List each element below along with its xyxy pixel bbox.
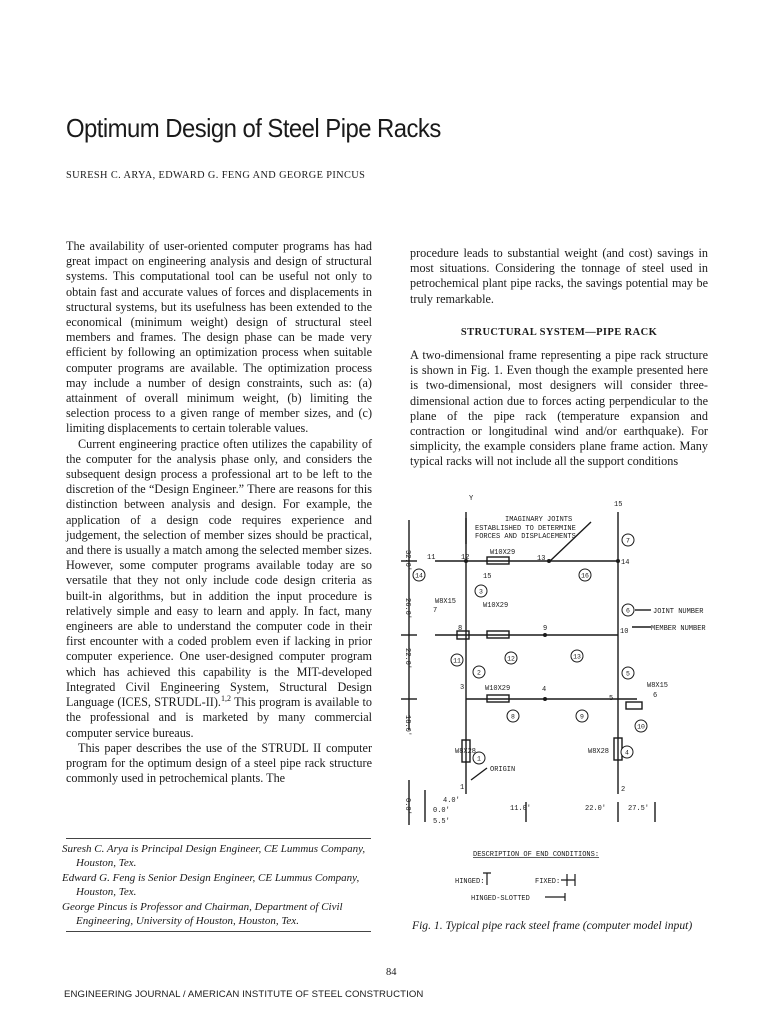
footnote-divider-top [66,838,371,839]
member-9-num: 9 [580,713,584,721]
dim-27-5-label: 27.5' [628,805,650,813]
joint-7-label: 7 [433,607,438,615]
joint-1-label: 1 [460,784,465,792]
hinged-slotted-symbol-icon [545,893,565,901]
section-w8x15-left: W8X15 [435,598,457,606]
member-number-label: MEMBER NUMBER [651,625,706,633]
vdim-0-label: 0.0' [403,798,411,815]
member-11-num: 11 [453,657,461,665]
author-footnotes [62,842,372,928]
member-13-num: 13 [573,653,581,661]
annotation-imaginary-line2: ESTABLISHED TO DETERMINE [475,525,576,533]
paragraph-practice-text: Current engineering practice often utilizes the capability of the computer for the analysis phase only, and considers the subsequent design process a professional art to be left to the discretion of the “Design Engineer.” There are reasons for this distinction between analysis and design. For example, the application of a design code requires experience and judgement, the selection of member sizes should be practical, and there is usually a match among the selected member sizes. However, some computer programs available today are so versatile that they not only include code design criteria as built-in algorithms, but in addition the input procedure is relatively simple and easy to learn and apply. In fact, many engineers are able to understand the computer code in their first encounter with a coded problem even if lacking in prior computer experience. One user-designed computer program which has achieved this capability is the MIT-developed Integrated Civil Engineering System, Structural Design Language (ICES, STRUDL-II). [66,436,372,710]
pipe-rack-frame-figure [395,490,715,910]
joint-14-label: 14 [621,559,630,567]
footnote-arya: Suresh C. Arya is Principal Design Engineer, CE Lummus Company, Houston, Tex. [62,843,366,870]
member-2-num: 2 [477,669,481,677]
joint-dot [616,559,620,563]
page-number: 84 [386,967,397,978]
joint-6-label: 6 [653,692,658,700]
vdim-18-label: 18.0' [403,715,411,737]
footnote-divider-bottom [66,931,371,932]
figure-caption: Fig. 1. Typical pipe rack steel frame (computer model input) [412,919,693,932]
section-w10x29-top: W10X29 [490,549,516,557]
dim-11-label: 11.0' [510,805,532,813]
joint-dot [547,559,551,563]
fixed-symbol-icon [561,874,575,886]
member-5-num: 5 [626,670,630,678]
member-15-label: 15 [483,573,492,581]
joint-4-label: 4 [542,686,547,694]
joint-12-label: 12 [461,554,470,562]
paragraph-practice-tail: This program is available to the professional and is marketed by many commercial computer service bureaus. [66,695,372,740]
paragraph-intro: The availability of user-oriented computer programs has had great impact on engineering analysis and design of structural systems. This computational tool can be useful not only to obtain fast and accurate values of forces and displacements in structural systems, but its usefulness has been extended to the economical (minimum weight) design of structural steel members and frames. The design phase can be made very efficient by following an optimization process when suitable computer programs are available. The optimization process may include a number of design constraints, such as: (a) attainment of overall minimum weight, (b) limiting the selection process to a given range of member sizes, and (c) limiting displacements to certain tolerable values. [66,239,372,436]
member-8-num: 8 [511,713,515,721]
paragraph-structural-system: A two-dimensional frame representing a pipe rack structure is shown in Fig. 1. Even though the example presented here is two-dimensional, most designers will consider three-dimensional action due to forces acting perpendicular to the plane of the pipe rack (temperature expansion and contraction or longitudinal wind and/or earthquake). For simplicity, the example considers plane frame action. Many typical racks will not include all the support conditions [410,348,708,469]
member-number-group [415,538,645,763]
joint-13-label: 13 [537,555,546,563]
section-heading: STRUCTURAL SYSTEM—PIPE RACK [460,326,658,338]
member-3-num: 3 [479,588,483,596]
joint-dot [543,633,547,637]
journal-footer: ENGINEERING JOURNAL / AMERICAN INSTITUTE OF STEEL CONSTRUCTION [64,989,424,1000]
vdim-22-label: 22.0' [403,648,411,670]
joint-number-label: JOINT NUMBER [653,608,704,616]
paragraph-practice [66,437,372,741]
paragraph-savings: procedure leads to substantial weight (and cost) savings in most situations. Considering the tonnage of steel used in petrochemical plant pipe racks, the savings potential may be truly remarkable. [410,246,708,306]
section-w8x15-right: W8X15 [647,682,669,690]
citation-ref: 1,2 [220,694,231,704]
end-conditions-title: DESCRIPTION OF END CONDITIONS: [473,851,600,859]
section-w8x28-left: W8X28 [455,748,477,756]
joint-8-label: 8 [458,625,463,633]
hinged-slotted-label: HINGED-SLOTTED [471,895,530,903]
footnote-feng: Edward G. Feng is Senior Design Engineer, CE Lummus Company, Houston, Tex. [62,871,360,899]
joint-dot [543,697,547,701]
hinged-label: HINGED: [455,878,485,886]
member-1-num: 1 [477,755,481,763]
right-column [410,246,708,470]
section-w10x29-low: W10X29 [485,685,511,693]
member-7-num: 7 [626,537,630,545]
joint-3-label: 3 [460,684,465,692]
fixed-label: FIXED: [535,878,561,886]
member-10-num: 10 [637,723,645,731]
dim-4-label: 4.0' [443,797,460,805]
joint-11-label: 11 [427,554,436,562]
member-6-num: 6 [626,607,630,615]
member-16-num: 16 [581,572,589,580]
annotation-imaginary-line1: IMAGINARY JOINTS [505,516,573,524]
left-column [66,239,372,786]
footnote-pincus: George Pincus is Professor and Chairman, Department of Civil Engineering, University of Houston, Houston, Tex. [62,900,343,928]
vdim-26-label: 26.0' [403,598,411,620]
joint-5-label: 5 [609,695,614,703]
joint-2-label: 2 [621,786,626,794]
axis-y-label: Y [469,495,474,503]
joint-9-label: 9 [543,625,548,633]
member-4-num: 4 [625,749,629,757]
section-w8x28-right: W8X28 [588,748,610,756]
origin-label: ORIGIN [490,766,516,774]
origin-leader [471,768,487,780]
article-title: Optimum Design of Steel Pipe Racks [66,113,441,143]
slot-w8x15-right [626,702,642,709]
section-w10x29-mid: W10X29 [483,602,509,610]
article-authors: SURESH C. ARYA, EDWARD G. FENG AND GEORGE PINCUS [66,170,366,181]
frame-diagram [395,490,715,910]
annotation-imaginary-line3: FORCES AND DISPLACEMENTS [475,533,576,541]
joint-10-label: 10 [620,628,629,636]
dim-0-label: 0.0' [433,807,450,815]
dim-22-label: 22.0' [585,805,607,813]
member-12-num: 12 [507,655,515,663]
paragraph-purpose: This paper describes the use of the STRUDL II computer program for the optimum design of a steel pipe rack structure commonly used in petrochemical plants. The [66,740,372,786]
vdim-32-label: 32.0' [403,550,411,572]
dim-5-5-label: 5.5' [433,818,450,826]
member-14-num: 14 [415,572,423,580]
joint-15-label: 15 [614,501,623,509]
